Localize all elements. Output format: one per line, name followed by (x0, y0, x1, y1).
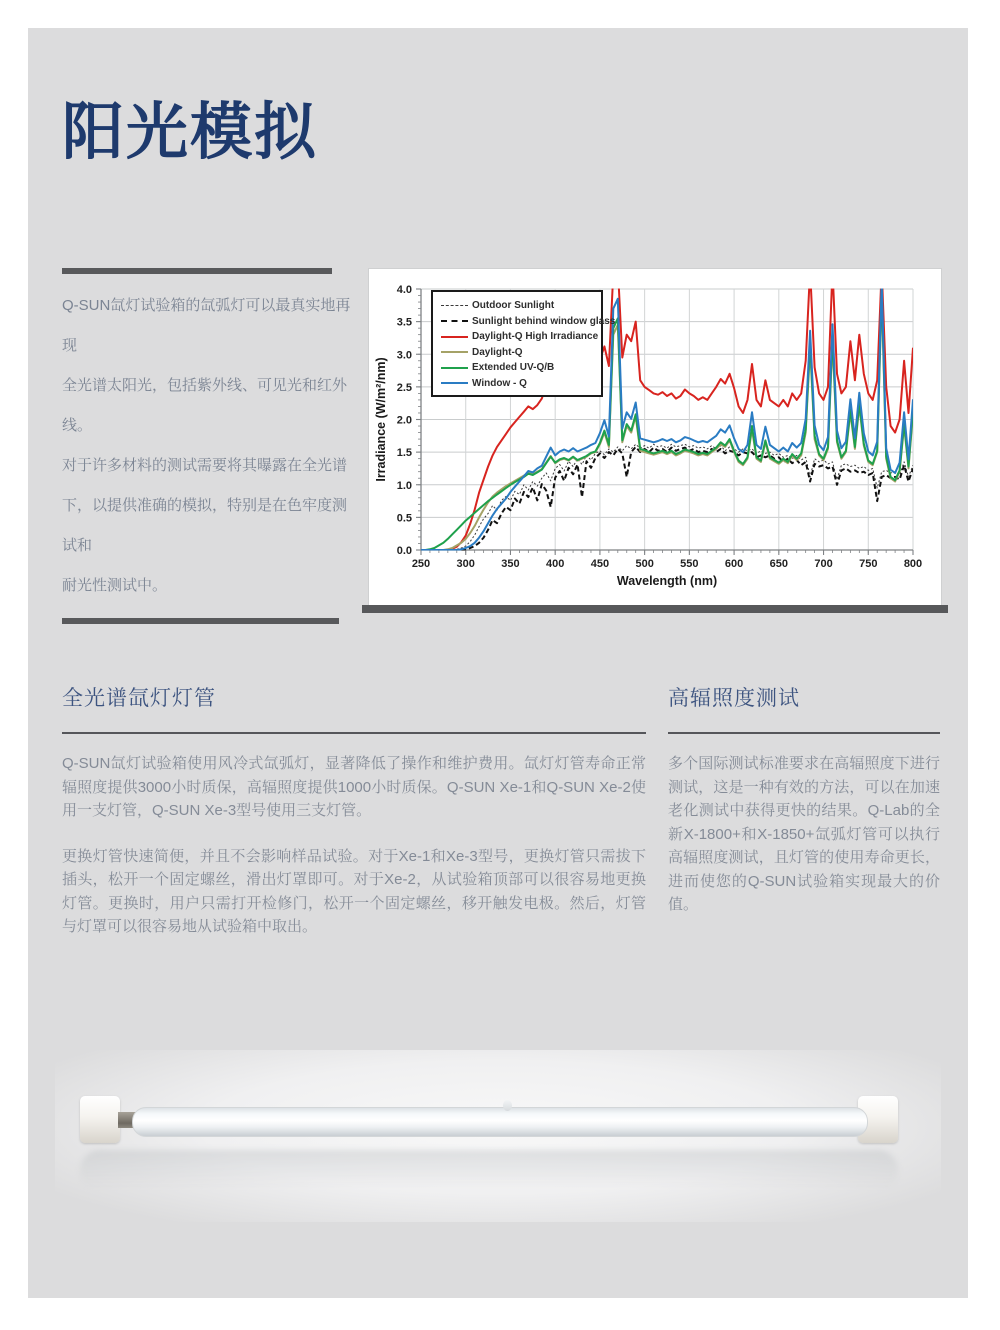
legend-label: Extended UV-Q/B (472, 362, 555, 374)
legend-line-sample (441, 382, 468, 384)
svg-text:700: 700 (814, 558, 833, 570)
section-high-irradiance (668, 684, 940, 917)
legend-label: Daylight-Q (472, 346, 523, 358)
legend-item (441, 360, 593, 376)
svg-text:1.0: 1.0 (396, 479, 412, 492)
svg-text:2.5: 2.5 (396, 381, 412, 394)
svg-text:Wavelength (nm): Wavelength (nm) (616, 574, 718, 588)
legend-item (441, 376, 593, 392)
high-irradiance-paragraph: 多个国际测试标准要求在高辐照度下进行测试，这是一种有效的方法，可以在加速老化测试中获得更快的结果。Q-Lab的全新X-1800+和X-1850+氙弧灯管可以执行高辐照度测试，且灯管的使用寿命更长，进而使您的Q-SUN试验箱实现最大的价值。 (668, 755, 940, 913)
svg-text:800: 800 (903, 558, 923, 570)
svg-text:750: 750 (859, 558, 878, 570)
svg-text:400: 400 (546, 558, 565, 570)
svg-text:2.0: 2.0 (396, 414, 412, 427)
legend-item (441, 329, 599, 345)
legend-item (441, 314, 616, 330)
section-rule-lamp-tubes (62, 732, 646, 734)
xenon-lamp-photo (55, 1050, 941, 1222)
legend-label: Daylight-Q High Irradiance (472, 331, 599, 343)
lamp-reflection (80, 1150, 898, 1192)
lamp-tubes-paragraph-2: 更换灯管快速简便，并且不会影响样品试验。对于Xe-1和Xe-3型号，更换灯管只需拔下插头，松开一个固定螺丝，滑出灯罩即可。对于Xe-2，从试验箱顶部可以很容易地更换灯管。更换时，用户只需打开检修门，松开一个固定螺丝，移开触发电极。然后，灯管与灯罩可以很容易地从试验箱中取出。 (62, 847, 646, 935)
lamp-glass-tube (132, 1107, 868, 1137)
svg-text:450: 450 (590, 558, 610, 570)
svg-text:550: 550 (680, 558, 699, 570)
legend-line-sample (441, 320, 468, 322)
svg-text:250: 250 (411, 558, 431, 570)
legend-line-sample (441, 367, 468, 369)
intro-line: Q-SUN氙灯试验箱的氙弧灯可以最真实地再 现 (62, 297, 351, 354)
chart-legend (431, 290, 616, 397)
intro-line: 下，以提供准确的模拟，特别是在色牢度测 试和 (62, 497, 348, 554)
page-title: 阳光模拟 (62, 98, 319, 167)
chart-card-shadow-bar (362, 605, 948, 613)
svg-text:300: 300 (456, 558, 475, 570)
svg-text:4.0: 4.0 (396, 284, 412, 296)
svg-text:0.0: 0.0 (396, 545, 412, 557)
intro-line: 耐光性测试中。 (62, 577, 168, 594)
svg-text:1.5: 1.5 (396, 447, 412, 460)
legend-label: Window - Q (472, 377, 527, 389)
intro-line: 对于许多材料的测试需要将其曝露在全光谱 (62, 457, 348, 474)
section-lamp-tubes (62, 684, 646, 939)
lamp-tubes-paragraph-1: Q-SUN氙灯试验箱使用风冷式氙弧灯，显著降低了操作和维护费用。氙灯灯管寿命正常辐照度提供3000小时质保，高辐照度提供1000小时质保。Q-SUN Xe-1和Q-SUN Xe-2使用一支灯管，Q-SUN Xe-3型号使用三支灯管。 (62, 755, 646, 819)
intro-text (62, 286, 352, 606)
svg-text:3.5: 3.5 (396, 316, 412, 329)
legend-line-sample (441, 351, 468, 353)
section-heading-lamp-tubes: 全光谱氙灯灯管 (62, 687, 216, 710)
legend-line-sample (441, 305, 468, 306)
svg-text:Irradiance (W/m²/nm): Irradiance (W/m²/nm) (374, 357, 388, 482)
lamp-fill-tip (503, 1100, 512, 1111)
svg-text:650: 650 (769, 558, 788, 570)
section-rule-high-irradiance (668, 732, 940, 734)
intro-top-rule (62, 268, 332, 274)
legend-label: Sunlight behind window glass (472, 315, 616, 327)
svg-text:500: 500 (635, 558, 654, 570)
legend-label: Outdoor Sunlight (472, 300, 555, 312)
svg-text:0.5: 0.5 (396, 512, 412, 525)
section-heading-high-irradiance: 高辐照度测试 (668, 687, 800, 710)
intro-bottom-rule (62, 618, 339, 624)
legend-item (441, 298, 593, 314)
svg-text:350: 350 (501, 558, 520, 570)
lamp-end-cap-left (80, 1096, 120, 1143)
legend-line-sample (441, 336, 468, 338)
svg-text:600: 600 (724, 558, 744, 570)
intro-line: 全光谱太阳光，包括紫外线、可见光和红外线。 (62, 377, 348, 434)
spectrum-chart-card (368, 268, 942, 606)
svg-text:3.0: 3.0 (396, 349, 412, 362)
content-panel (28, 28, 968, 1298)
intro-block (62, 268, 352, 606)
legend-item (441, 345, 593, 361)
